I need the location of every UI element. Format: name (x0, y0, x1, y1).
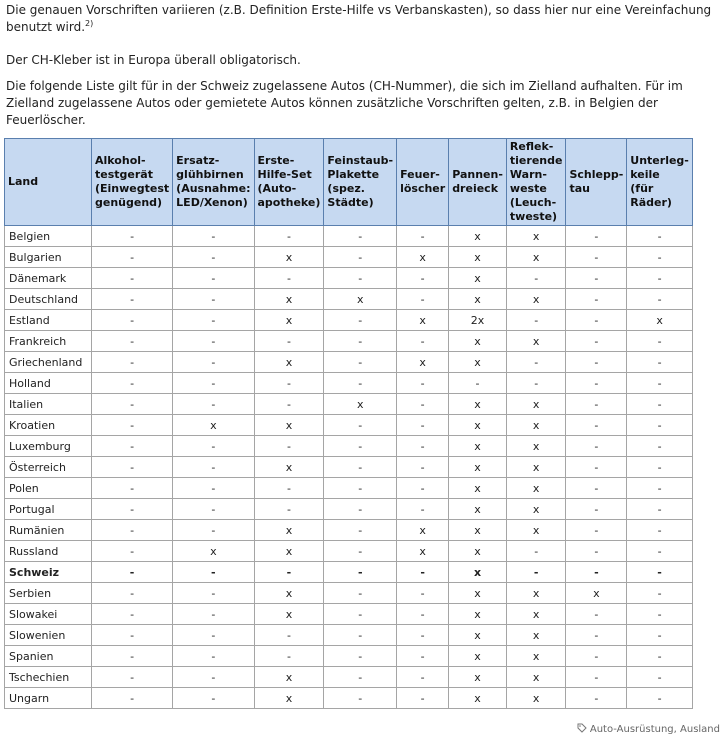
requirement-cell: - (324, 604, 397, 625)
requirement-cell: - (324, 373, 397, 394)
requirement-cell: x (254, 352, 324, 373)
requirement-cell: - (324, 415, 397, 436)
requirement-cell: x (254, 247, 324, 268)
requirement-cell: - (254, 331, 324, 352)
requirement-cell: - (397, 667, 449, 688)
requirement-cell: x (254, 520, 324, 541)
requirement-cell: x (449, 604, 507, 625)
requirement-cell: - (324, 331, 397, 352)
requirement-cell: x (449, 688, 507, 709)
equipment-table (4, 138, 693, 709)
column-header: Pannen- dreieck (449, 139, 507, 226)
table-row (5, 289, 693, 310)
requirement-cell: - (627, 646, 693, 667)
country-cell: Polen (5, 478, 92, 499)
country-cell: Spanien (5, 646, 92, 667)
requirement-cell: - (627, 331, 693, 352)
requirement-cell: - (173, 268, 254, 289)
column-header: Feinstaub- Plakette (spez. Städte) (324, 139, 397, 226)
country-cell: Ungarn (5, 688, 92, 709)
requirement-cell: x (566, 583, 627, 604)
requirement-cell: - (627, 436, 693, 457)
footnote-ref[interactable]: 2) (85, 19, 94, 28)
requirement-cell: x (506, 289, 566, 310)
requirement-cell: x (449, 541, 507, 562)
requirement-cell: x (324, 289, 397, 310)
table-row (5, 520, 693, 541)
requirement-cell: - (506, 373, 566, 394)
requirement-cell: x (449, 268, 507, 289)
requirement-cell: - (92, 520, 173, 541)
requirement-cell: x (506, 436, 566, 457)
intro-paragraph-3: Die folgende Liste gilt für in der Schweiz zugelassene Autos (CH-Nummer), die sich im Zielland aufhalten. Für im Zielland zugelassene Autos oder gemietete Autos können zusätzliche Vorschriften gelten, z.B. in Belgien der Feuerlöscher. (6, 79, 683, 127)
requirement-cell: x (506, 583, 566, 604)
requirement-cell: x (449, 415, 507, 436)
requirement-cell: - (173, 478, 254, 499)
requirement-cell: - (397, 562, 449, 583)
requirement-cell: x (324, 394, 397, 415)
column-header: Unterleg- keile (für Räder) (627, 139, 693, 226)
requirement-cell: - (566, 415, 627, 436)
table-row (5, 373, 693, 394)
requirement-cell: - (627, 562, 693, 583)
requirement-cell: x (254, 604, 324, 625)
requirement-cell: - (324, 688, 397, 709)
country-cell: Estland (5, 310, 92, 331)
column-header: Land (5, 139, 92, 226)
requirement-cell: - (173, 331, 254, 352)
requirement-cell: x (397, 520, 449, 541)
requirement-cell: x (506, 394, 566, 415)
requirement-cell: - (627, 604, 693, 625)
requirement-cell: - (324, 352, 397, 373)
requirement-cell: - (397, 394, 449, 415)
requirement-cell: x (254, 457, 324, 478)
country-cell: Portugal (5, 499, 92, 520)
country-cell: Deutschland (5, 289, 92, 310)
requirement-cell: - (173, 352, 254, 373)
table-row (5, 457, 693, 478)
table-row (5, 331, 693, 352)
requirement-cell: - (566, 373, 627, 394)
requirement-cell: x (173, 415, 254, 436)
requirement-cell: - (566, 562, 627, 583)
requirement-cell: - (92, 541, 173, 562)
requirement-cell: x (506, 520, 566, 541)
requirement-cell: - (627, 625, 693, 646)
requirement-cell: - (397, 478, 449, 499)
table-row (5, 247, 693, 268)
table-row (5, 352, 693, 373)
requirement-cell: x (449, 352, 507, 373)
requirement-cell: - (254, 268, 324, 289)
column-header: Alkohol- testgerät (Einwegtest genügend) (92, 139, 173, 226)
requirement-cell: - (627, 667, 693, 688)
requirement-cell: - (324, 625, 397, 646)
requirement-cell: - (566, 499, 627, 520)
requirement-cell: - (92, 667, 173, 688)
requirement-cell: - (173, 562, 254, 583)
requirement-cell: x (449, 499, 507, 520)
country-cell: Luxemburg (5, 436, 92, 457)
requirement-cell: - (397, 457, 449, 478)
table-row (5, 604, 693, 625)
requirement-cell: x (254, 583, 324, 604)
requirement-cell: - (627, 457, 693, 478)
requirement-cell: x (397, 247, 449, 268)
table-row (5, 667, 693, 688)
requirement-cell: x (449, 436, 507, 457)
requirement-cell: - (92, 415, 173, 436)
requirement-cell: x (254, 310, 324, 331)
requirement-cell: x (506, 667, 566, 688)
requirement-cell: - (397, 331, 449, 352)
requirement-cell: x (449, 247, 507, 268)
requirement-cell: x (506, 247, 566, 268)
table-row (5, 625, 693, 646)
requirement-cell: x (506, 457, 566, 478)
requirement-cell: - (324, 247, 397, 268)
requirement-cell: - (397, 436, 449, 457)
requirement-cell: x (449, 667, 507, 688)
column-header: Erste- Hilfe-Set (Auto- apotheke) (254, 139, 324, 226)
requirement-cell: - (397, 583, 449, 604)
requirement-cell: - (92, 331, 173, 352)
requirement-cell: - (324, 268, 397, 289)
requirement-cell: - (324, 583, 397, 604)
country-cell: Frankreich (5, 331, 92, 352)
requirement-cell: - (92, 247, 173, 268)
tag-icon (577, 723, 587, 733)
requirement-cell: x (449, 478, 507, 499)
requirement-cell: - (173, 667, 254, 688)
requirement-cell: - (627, 268, 693, 289)
requirement-cell: x (506, 625, 566, 646)
requirement-cell: - (254, 625, 324, 646)
column-header: Feuer- löscher (397, 139, 449, 226)
table-row (5, 394, 693, 415)
requirement-cell: - (324, 436, 397, 457)
requirement-cell: 2x (449, 310, 507, 331)
requirement-cell: - (254, 394, 324, 415)
requirement-cell: x (506, 331, 566, 352)
requirement-cell: - (566, 268, 627, 289)
requirement-cell: - (566, 331, 627, 352)
requirement-cell: - (254, 226, 324, 247)
requirement-cell: - (397, 226, 449, 247)
country-cell: Serbien (5, 583, 92, 604)
requirement-cell: - (173, 520, 254, 541)
requirement-cell: - (173, 310, 254, 331)
requirement-cell: - (92, 478, 173, 499)
table-row (5, 688, 693, 709)
requirement-cell: - (566, 541, 627, 562)
requirement-cell: x (506, 499, 566, 520)
requirement-cell: x (397, 541, 449, 562)
table-row (5, 310, 693, 331)
requirement-cell: - (627, 583, 693, 604)
requirement-cell: - (173, 499, 254, 520)
column-header: Reflek- tierende Warn- weste (Leuch- tweste) (506, 139, 566, 226)
requirement-cell: - (254, 499, 324, 520)
requirement-cell: x (506, 646, 566, 667)
requirement-cell: - (324, 667, 397, 688)
requirement-cell: x (627, 310, 693, 331)
requirement-cell: - (92, 352, 173, 373)
requirement-cell: - (92, 457, 173, 478)
requirement-cell: - (566, 289, 627, 310)
table-row (5, 499, 693, 520)
requirement-cell: - (173, 436, 254, 457)
country-cell: Tschechien (5, 667, 92, 688)
requirement-cell: - (627, 226, 693, 247)
requirement-cell: - (173, 289, 254, 310)
requirement-cell: - (397, 499, 449, 520)
requirement-cell: - (566, 520, 627, 541)
table-body (5, 226, 693, 709)
requirement-cell: - (566, 604, 627, 625)
requirement-cell: - (566, 247, 627, 268)
requirement-cell: - (92, 394, 173, 415)
country-cell: Kroatien (5, 415, 92, 436)
requirement-cell: - (324, 310, 397, 331)
requirement-cell: - (566, 310, 627, 331)
requirement-cell: - (397, 415, 449, 436)
requirement-cell: - (92, 289, 173, 310)
requirement-cell: - (627, 415, 693, 436)
requirement-cell: - (566, 646, 627, 667)
requirement-cell: - (397, 373, 449, 394)
requirement-cell: - (627, 478, 693, 499)
column-header: Schlepp- tau (566, 139, 627, 226)
requirement-cell: x (449, 562, 507, 583)
requirement-cell: - (627, 688, 693, 709)
table-row (5, 646, 693, 667)
intro-paragraph-2: Der CH-Kleber ist in Europa überall obligatorisch. (6, 53, 301, 67)
requirement-cell: - (397, 268, 449, 289)
requirement-cell: - (173, 646, 254, 667)
table-row (5, 436, 693, 457)
table-row (5, 478, 693, 499)
requirement-cell: - (566, 667, 627, 688)
requirement-cell: - (92, 268, 173, 289)
requirement-cell: - (324, 457, 397, 478)
requirement-cell: - (92, 562, 173, 583)
country-cell: Belgien (5, 226, 92, 247)
country-cell: Dänemark (5, 268, 92, 289)
requirement-cell: x (506, 688, 566, 709)
requirement-cell: - (92, 226, 173, 247)
requirement-cell: - (397, 604, 449, 625)
requirement-cell: - (92, 604, 173, 625)
requirement-cell: - (627, 394, 693, 415)
country-cell: Schweiz (5, 562, 92, 583)
requirement-cell: - (566, 457, 627, 478)
table-row (5, 562, 693, 583)
requirement-cell: - (506, 562, 566, 583)
requirement-cell: - (92, 646, 173, 667)
requirement-cell: - (566, 226, 627, 247)
requirement-cell: - (627, 541, 693, 562)
requirement-cell: x (506, 415, 566, 436)
requirement-cell: - (566, 394, 627, 415)
requirement-cell: - (324, 478, 397, 499)
requirement-cell: - (173, 226, 254, 247)
requirement-cell: - (397, 289, 449, 310)
requirement-cell: - (324, 646, 397, 667)
requirement-cell: - (627, 520, 693, 541)
requirement-cell: x (254, 541, 324, 562)
requirement-cell: x (449, 583, 507, 604)
requirement-cell: - (397, 625, 449, 646)
requirement-cell: - (566, 625, 627, 646)
requirement-cell: - (506, 541, 566, 562)
requirement-cell: x (449, 520, 507, 541)
requirement-cell: - (173, 394, 254, 415)
country-cell: Österreich (5, 457, 92, 478)
requirement-cell: - (92, 583, 173, 604)
requirement-cell: - (324, 562, 397, 583)
country-cell: Holland (5, 373, 92, 394)
table-header-row (5, 139, 693, 226)
intro-paragraph-1: Die genauen Vorschriften variieren (z.B. Definition Erste-Hilfe vs Verbanskasten), so dass hier nur eine Vereinfachung benutzt wird.$^{2)}$ (6, 3, 712, 34)
requirement-cell: - (566, 478, 627, 499)
requirement-cell: - (173, 583, 254, 604)
requirement-cell: - (397, 646, 449, 667)
requirement-cell: x (397, 352, 449, 373)
requirement-cell: x (449, 289, 507, 310)
requirement-cell: - (627, 352, 693, 373)
requirement-cell: - (506, 310, 566, 331)
requirement-cell: - (627, 247, 693, 268)
requirement-cell: - (92, 373, 173, 394)
requirement-cell: - (173, 625, 254, 646)
table-row (5, 583, 693, 604)
requirement-cell: - (506, 268, 566, 289)
country-cell: Slowenien (5, 625, 92, 646)
requirement-cell: - (254, 646, 324, 667)
table-row (5, 226, 693, 247)
category-label: Auto-Ausrüstung, Ausland (589, 724, 720, 735)
requirement-cell: x (449, 331, 507, 352)
requirement-cell: - (92, 688, 173, 709)
requirement-cell: - (92, 310, 173, 331)
requirement-cell: - (566, 352, 627, 373)
requirement-cell: x (449, 625, 507, 646)
requirement-cell: - (627, 289, 693, 310)
table-row (5, 268, 693, 289)
requirement-cell: x (254, 289, 324, 310)
requirement-cell: - (324, 541, 397, 562)
table-row (5, 415, 693, 436)
country-cell: Slowakei (5, 604, 92, 625)
requirement-cell: - (254, 478, 324, 499)
country-cell: Bulgarien (5, 247, 92, 268)
category-link[interactable] (577, 723, 720, 735)
requirement-cell: - (173, 247, 254, 268)
requirement-cell: x (254, 667, 324, 688)
requirement-cell: x (254, 415, 324, 436)
requirement-cell: - (506, 352, 566, 373)
requirement-cell: x (506, 604, 566, 625)
requirement-cell: - (449, 373, 507, 394)
requirement-cell: - (566, 688, 627, 709)
country-cell: Italien (5, 394, 92, 415)
country-cell: Rumänien (5, 520, 92, 541)
requirement-cell: x (397, 310, 449, 331)
country-cell: Griechenland (5, 352, 92, 373)
requirement-cell: x (449, 226, 507, 247)
requirement-cell: - (324, 520, 397, 541)
requirement-cell: x (173, 541, 254, 562)
requirement-cell: x (449, 646, 507, 667)
requirement-cell: - (92, 436, 173, 457)
requirement-cell: - (173, 604, 254, 625)
requirement-cell: - (324, 499, 397, 520)
column-header: Ersatz- glühbirnen (Ausnahme: LED/Xenon) (173, 139, 254, 226)
country-cell: Russland (5, 541, 92, 562)
requirement-cell: - (173, 457, 254, 478)
requirement-cell: - (92, 499, 173, 520)
requirement-cell: - (397, 688, 449, 709)
requirement-cell: - (173, 688, 254, 709)
requirement-cell: - (254, 562, 324, 583)
requirement-cell: x (449, 394, 507, 415)
requirement-cell: - (627, 373, 693, 394)
requirement-cell: x (449, 457, 507, 478)
requirement-cell: - (627, 499, 693, 520)
requirement-cell: - (254, 373, 324, 394)
requirement-cell: - (92, 625, 173, 646)
requirement-cell: - (173, 373, 254, 394)
requirement-cell: x (506, 478, 566, 499)
requirement-cell: - (324, 226, 397, 247)
requirement-cell: x (254, 688, 324, 709)
requirement-cell: - (566, 436, 627, 457)
table-row (5, 541, 693, 562)
requirement-cell: x (506, 226, 566, 247)
requirement-cell: - (254, 436, 324, 457)
